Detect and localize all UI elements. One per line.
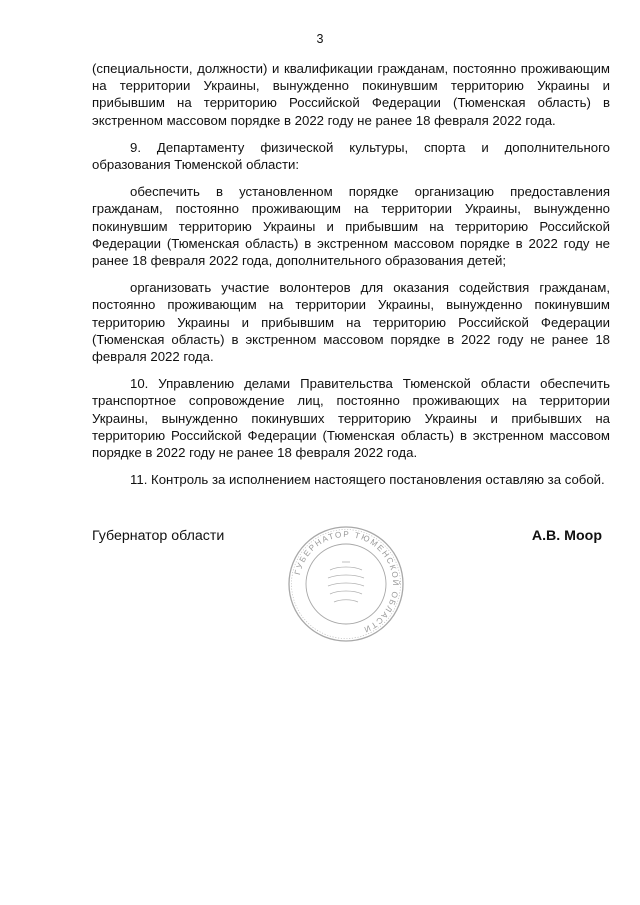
paragraph-item-10: 10. Управлению делами Правительства Тюменской области обеспечить транспортное сопровождение лиц, постоянно проживающих на территории Украины, вынужденно покинувших территорию Украины и прибывших на территорию Российской Федерации (Тюменская область) в экстренном массовом порядке в 2022 году не ранее 18 февраля 2022 года. <box>92 376 610 461</box>
paragraph-item-9-sub-2: организовать участие волонтеров для оказания содействия гражданам, постоянно проживающим на территории Украины, вынужденно покинувшим территорию Украины и прибывшим на территорию Российской Федерации (Тюменская область) в экстренном массовом порядке в 2022 году не ранее 18 февраля 2022 года. <box>92 280 610 365</box>
seal-ring-text: ГУБЕРНАТОР ТЮМЕНСКОЙ ОБЛАСТИ <box>292 529 401 635</box>
seal-inner-ring <box>306 544 386 624</box>
signatory-title: Губернатор области <box>92 528 225 544</box>
paragraph-item-9-sub-1: обеспечить в установленном порядке организацию предоставления гражданам, постоянно проживающим на территории Украины, вынужденно покинувшим территорию Украины и прибывшим на территорию Российской Федерации (Тюменская область) в экстренном массовом порядке в 2022 году не ранее 18 февраля 2022 года, дополнительного образования детей; <box>92 184 610 269</box>
page-number: 3 <box>316 32 324 46</box>
paragraph-continuation: (специальности, должности) и квалификации гражданам, постоянно проживающим на территории Украины, вынужденно покинувшим территорию Украины и прибывшим на территорию Российской Федерации (Тюменская область) в экстренном массовом порядке в 2022 году не ранее 18 февраля 2022 года. <box>92 61 610 128</box>
signatory-name: А.В. Моор <box>531 528 602 544</box>
official-seal-stamp <box>286 524 406 644</box>
document-body <box>92 60 610 498</box>
paragraph-item-11: 11. Контроль за исполнением настоящего постановления оставляю за собой. <box>130 472 605 488</box>
paragraph-item-9: 9. Департаменту физической культуры, спорта и дополнительного образования Тюменской области: <box>92 139 610 173</box>
seal-emblem <box>328 562 364 602</box>
